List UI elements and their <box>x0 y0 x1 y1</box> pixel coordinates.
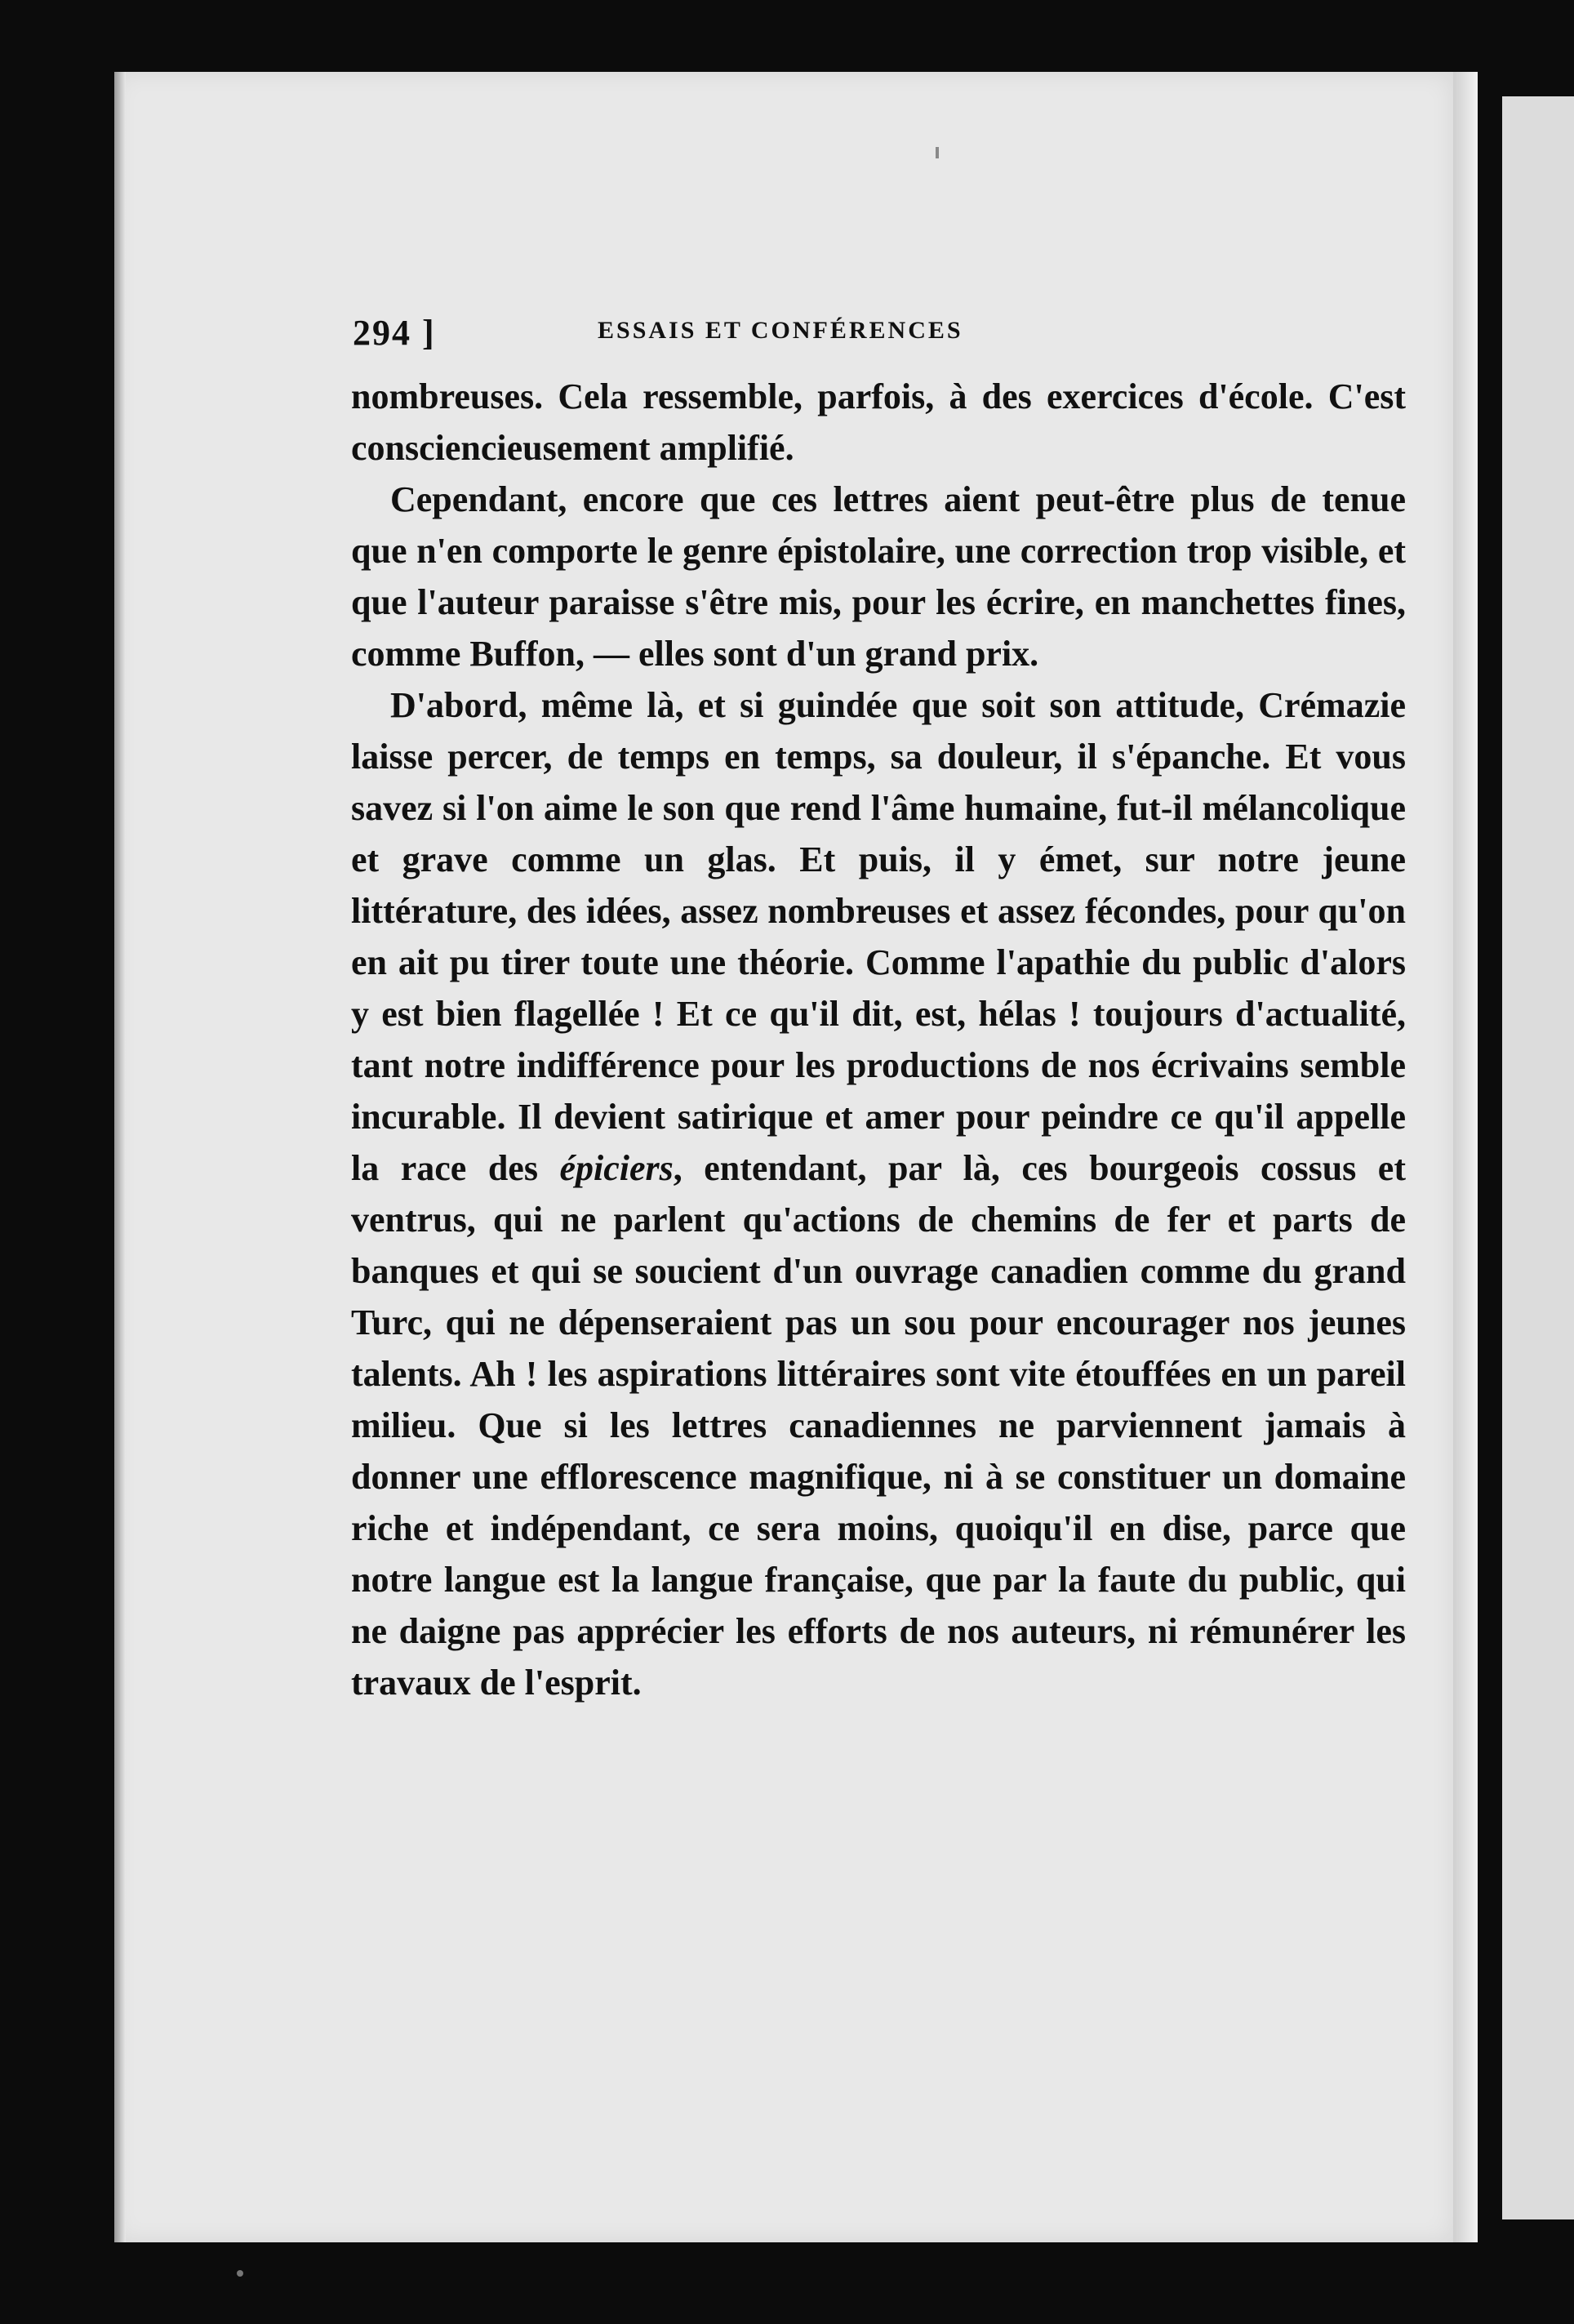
page-right-edge <box>1453 72 1478 2242</box>
page-gutter-shadow <box>114 72 126 2242</box>
italic-text: épiciers <box>559 1148 674 1188</box>
paragraph <box>351 371 1406 474</box>
paragraph-text: D'abord, même là, et si guindée que soit son attitude, Crémazie laisse percer, de temps en temps, sa douleur, il s'épanche. Et vous savez si l'on aime le son que rend l'âme humaine, fut-il mélancolique et grave comme un glas. Et puis, il y émet, sur notre jeune littérature, des idées, assez nombreuses et assez fécondes, pour qu'on en ait pu tirer toute une théorie. Comme l'apathie du public d'alors y est bien flagellée ! Et ce qu'il dit, est, hélas ! toujours d'actualité, tant notre indifférence pour les productions de nos écrivains semble incurable. Il devient satirique et amer pour peindre ce qu'il appelle la race des <box>351 685 1406 1188</box>
running-title: ESSAIS ET CONFÉRENCES <box>598 317 963 344</box>
paragraph <box>351 474 1406 679</box>
scan-speck <box>936 147 939 158</box>
paragraph <box>351 679 1406 1708</box>
next-page-edge <box>1502 96 1574 2219</box>
page-gap <box>1478 72 1502 2277</box>
paragraph-text: nombreuses. Cela ressemble, parfois, à des exercices d'école. C'est consciencieusement amplifié. <box>351 376 1406 468</box>
page-number: 294 ] <box>353 313 436 353</box>
body-text <box>351 371 1406 1708</box>
running-header <box>353 312 1406 364</box>
paragraph-text: , entendant, par là, ces bourgeois cossus et ventrus, qui ne parlent qu'actions de chemins de fer et parts de banques et qui se soucient d'un ouvrage canadien comme du grand Turc, qui ne dépenseraient pas un sou pour encourager nos jeunes talents. Ah ! les aspirations littéraires sont vite étouffées en un pareil milieu. Que si les lettres canadiennes ne parviennent jamais à donner une efflorescence magnifique, ni à se constituer un domaine riche et indépendant, ce sera moins, quoiqu'il en dise, parce que notre langue est la langue française, que par la faute du public, qui ne daigne pas apprécier les efforts de nos auteurs, ni rémunérer les travaux de l'esprit. <box>351 1148 1406 1703</box>
paragraph-text: Cependant, encore que ces lettres aient peut-être plus de tenue que n'en comporte le genre épistolaire, une correction trop visible, et que l'auteur paraisse s'être mis, pour les écrire, en manchettes fines, comme Buffon, — elles sont d'un grand prix. <box>351 479 1406 674</box>
scan-speck <box>237 2270 243 2277</box>
